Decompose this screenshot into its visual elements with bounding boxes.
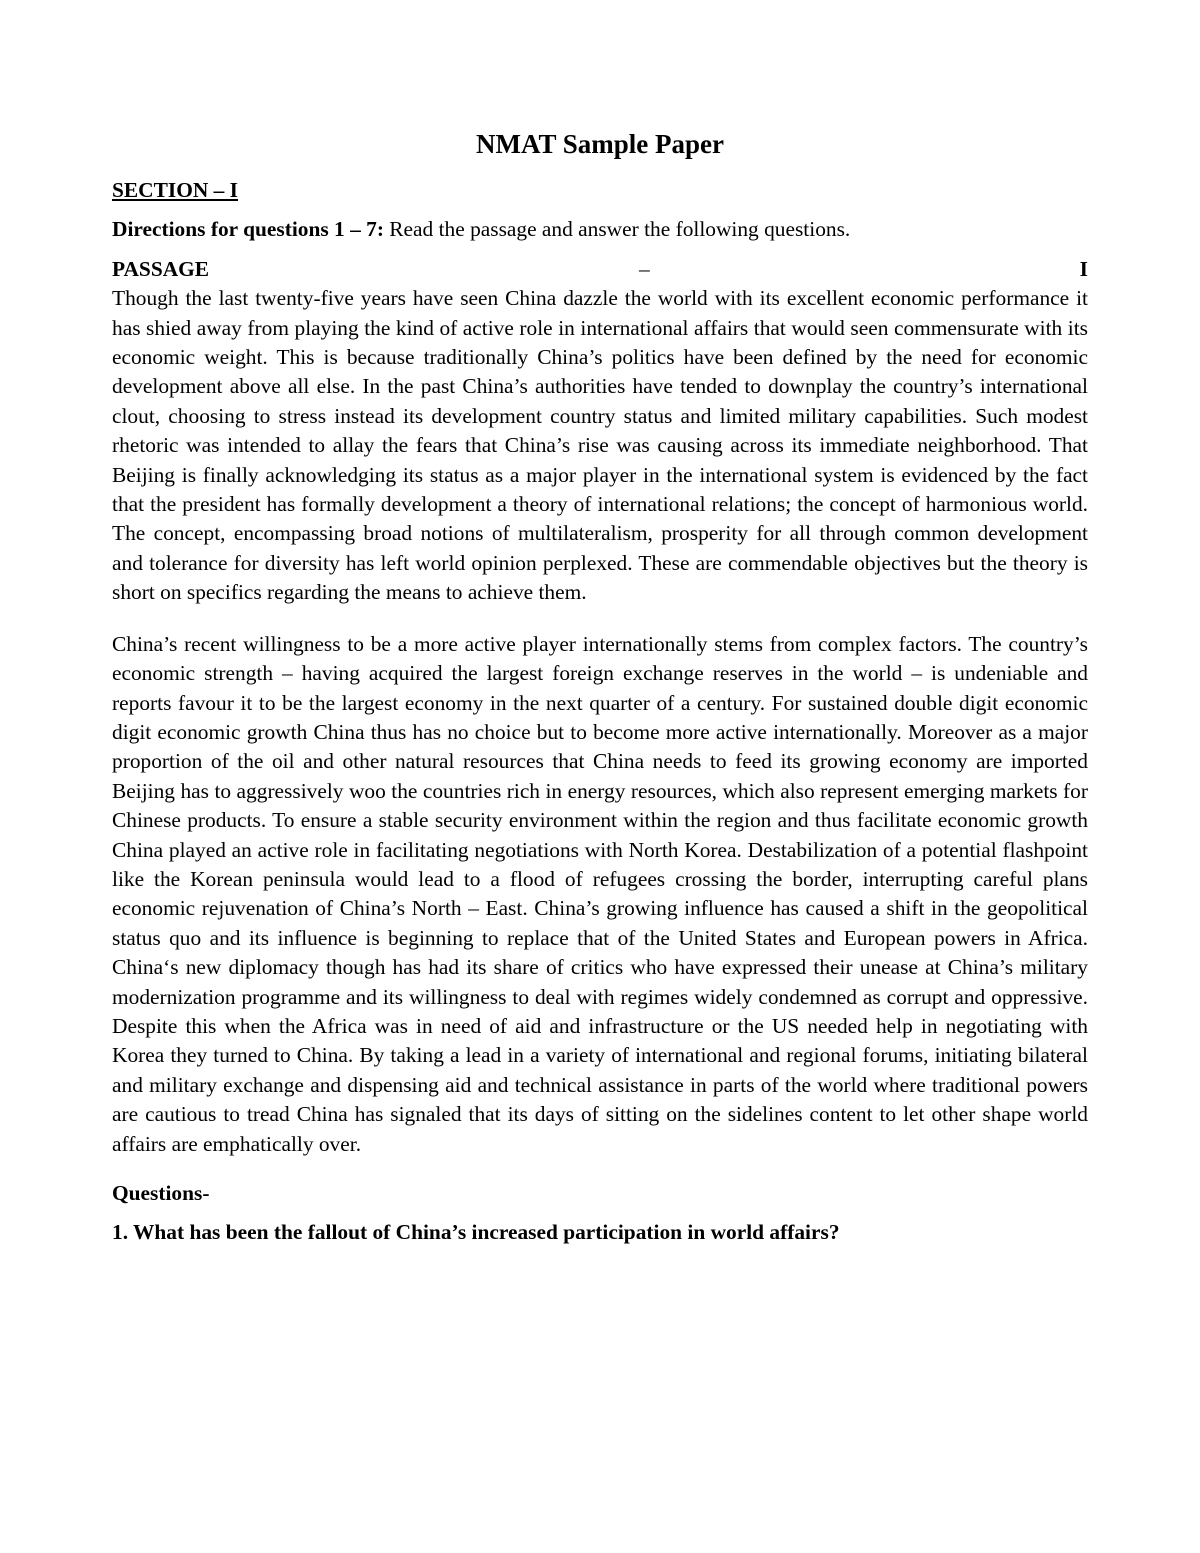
passage-heading [112,255,1088,284]
document-page [112,126,1088,1248]
passage-numeral: I [1079,256,1088,281]
questions-label: Questions- [112,1181,210,1205]
passage-label: PASSAGE [112,256,210,281]
directions [112,215,1088,244]
question-1: 1. What has been the fallout of China’s increased participation in world affairs? [112,1220,840,1245]
directions-text: Read the passage and answer the following questions. [383,217,851,242]
directions-label: Directions for questions 1 – 7: [112,217,384,242]
passage-paragraph-2: China’s recent willingness to be a more active player internationally stems from complex factors. The country’s economic strength – having acquired the largest foreign exchange reserves in the world – is undeniable and reports favour it to be the largest economy in the next quarter of a century. For sustained double digit economic digit economic growth China thus has no choice but to become more active internationally. Moreover as a major proportion of the oil and other natural resources that China needs to feed its growing economy are imported Beijing has to aggressively woo the countries rich in energy resources, which also represent emerging markets for Chinese products. To ensure a stable security environment within the region and thus facilitate economic growth China played an active role in facilitating negotiations with North Korea. Destabilization of a potential flashpoint like the Korean peninsula would lead to a flood of refugees crossing the border, interrupting careful plans economic rejuvenation of China’s North – East. China’s growing influence has caused a shift in the geopolitical status quo and its influence is beginning to replace that of the United States and European powers in Africa. China‘s new diplomacy though has had its share of critics who have expressed their unease at China’s military modernization programme and its willingness to deal with regimes widely condemned as corrupt and oppressive. Despite this when the Africa was in need of aid and infrastructure or the US needed help in negotiating with Korea they turned to China. By taking a lead in a variety of international and regional forums, initiating bilateral and military exchange and dispensing aid and technical assistance in parts of the world where traditional powers are cautious to tread China has signaled that its days of sitting on the sidelines content to let other shape world affairs are emphatically over. [112,631,1088,1156]
section-heading: SECTION – I [112,178,239,202]
page-title: NMAT Sample Paper [476,129,724,159]
passage-dash: – [639,256,650,281]
passage-paragraph-1: Though the last twenty-five years have seen China dazzle the world with its excellent economic performance it has shied away from playing the kind of active role in international affairs that would seen commensurate with its economic weight. This is because traditionally China’s politics have been defined by the need for economic development above all else. In the past China’s authorities have tended to downplay the country’s international clout, choosing to stress instead its development country status and limited military capabilities. Such modest rhetoric was intended to allay the fears that China’s rise was causing across its immediate neighborhood. That Beijing is finally acknowledging its status as a major player in the international system is evidenced by the fact that the president has formally development a theory of international relations; the concept of harmonious world. The concept, encompassing broad notions of multilateralism, prosperity for all through common development and tolerance for diversity has left world opinion perplexed. These are commendable objectives but the theory is short on specifics regarding the means to achieve them. [112,286,1088,605]
